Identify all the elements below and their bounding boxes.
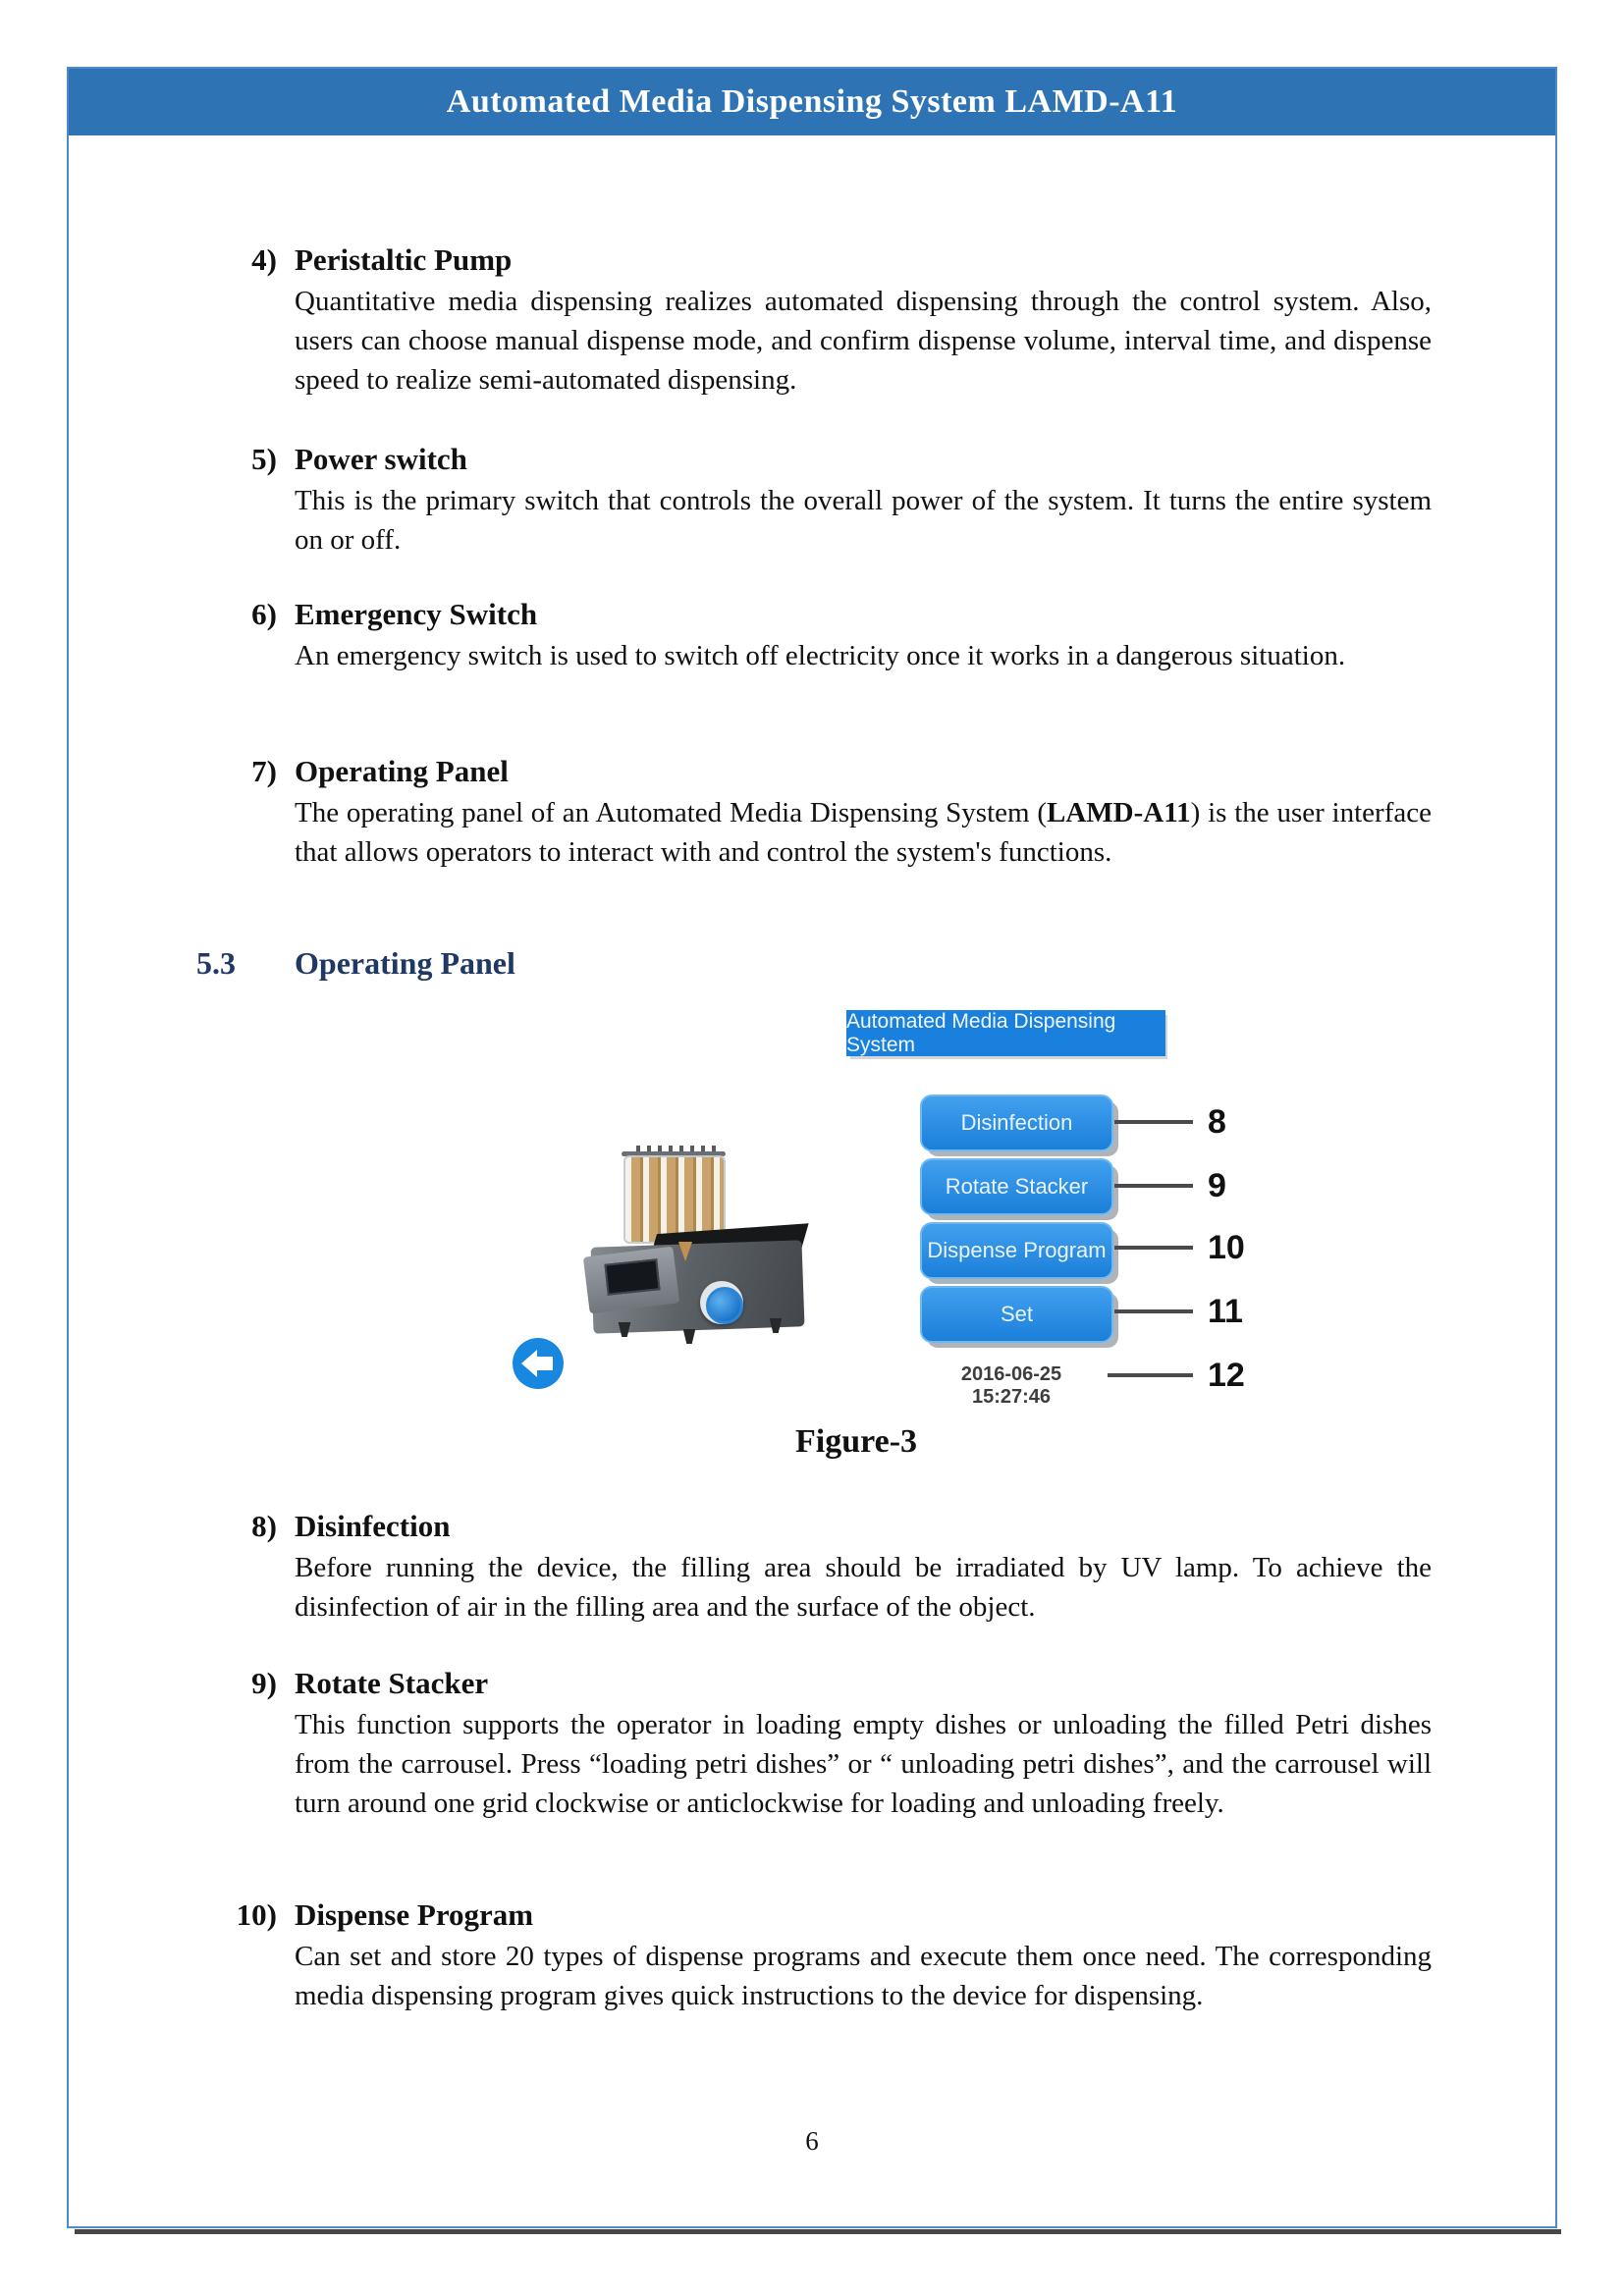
section-title: Power switch <box>295 442 467 476</box>
section-body: An emergency switch is used to switch off electricity once it works in a dangerous situation. <box>295 640 1346 671</box>
callout-number-9: 9 <box>1208 1167 1226 1204</box>
subsection-title: Operating Panel <box>295 945 515 981</box>
disinfection-button <box>920 1095 1113 1151</box>
section-body: Quantitative media dispensing realizes automated dispensing through the control system. Also, users can choose manual dispense mode, and confirm dispense volume, interval time, and dispense speed to realize semi-automated dispensing. <box>295 286 1432 396</box>
section-emergency-switch <box>234 593 1434 675</box>
page-header-bar <box>69 69 1555 135</box>
model-name-bold: LAMD-A11 <box>1047 797 1191 828</box>
section-heading <box>234 593 1434 636</box>
panel-title-text: Automated Media Dispensing System <box>846 1009 1116 1056</box>
callout-number-10: 10 <box>1208 1229 1245 1266</box>
machine-foot <box>680 1329 698 1344</box>
body-text: ) is the user interface that allows operators to interact with and control the system's functions. <box>295 797 1432 868</box>
section-title: Disinfection <box>295 1509 451 1543</box>
callout-line <box>1114 1184 1193 1188</box>
callout-number-8: 8 <box>1208 1103 1226 1141</box>
section-number: 9) <box>251 1666 277 1700</box>
dispense-program-button <box>920 1222 1113 1279</box>
button-label: Rotate Stacker <box>945 1174 1089 1199</box>
pump-head <box>700 1281 743 1324</box>
button-label: Set <box>1000 1302 1034 1326</box>
section-title: Peristaltic Pump <box>295 242 513 277</box>
callout-number-12: 12 <box>1208 1357 1245 1394</box>
section-operating-panel <box>234 750 1434 872</box>
body-text: The operating panel of an Automated Media Dispensing System ( <box>295 797 1048 828</box>
pump-head-knob <box>706 1287 743 1324</box>
page-number: 6 <box>805 2126 819 2156</box>
section-heading <box>234 1505 1434 1548</box>
section-power-switch <box>234 438 1434 560</box>
machine-display <box>604 1258 660 1295</box>
section-disinfection <box>234 1505 1434 1627</box>
callout-line <box>1114 1120 1193 1124</box>
rotate-stacker-button <box>920 1158 1113 1215</box>
back-arrow-shaft <box>536 1357 553 1370</box>
section-dispense-program <box>234 1894 1434 2015</box>
section-heading <box>234 1662 1434 1705</box>
section-number: 7) <box>251 754 277 788</box>
section-heading <box>234 750 1434 793</box>
section-title: Operating Panel <box>295 754 509 788</box>
section-heading <box>234 239 1434 282</box>
section-number: 8) <box>251 1509 277 1543</box>
section-number: 4) <box>251 242 277 277</box>
section-heading <box>234 438 1434 481</box>
section-heading <box>234 1894 1434 1937</box>
section-number: 10) <box>236 1897 277 1932</box>
button-label: Dispense Program <box>927 1238 1107 1262</box>
section-number: 6) <box>251 597 277 631</box>
callout-line <box>1108 1373 1193 1377</box>
back-arrow-icon <box>513 1338 564 1389</box>
panel-timestamp: 2016-06-25 15:27:46 <box>960 1363 1062 1408</box>
section-title: Dispense Program <box>295 1897 534 1932</box>
section-title: Rotate Stacker <box>295 1666 489 1700</box>
page-header-title: Automated Media Dispensing System LAMD-A11 <box>446 83 1178 120</box>
button-label: Disinfection <box>960 1110 1073 1135</box>
device-photo <box>584 1134 815 1345</box>
callout-number-11: 11 <box>1208 1293 1243 1330</box>
section-rotate-stacker <box>234 1662 1434 1823</box>
section-title: Emergency Switch <box>295 597 538 631</box>
back-arrow-head <box>521 1350 537 1377</box>
panel-title-bar <box>846 1010 1165 1056</box>
page-frame-shadow <box>75 2229 1561 2234</box>
section-body: This function supports the operator in loading empty dishes or unloading the filled Petri dishes from the carrousel. Press “loading petri dishes” or “ unloading petri dishes”, and the carrousel will turn around one grid clockwise or anticlockwise for loading and unloading freely. <box>295 1709 1432 1819</box>
subsection-number: 5.3 <box>196 945 236 981</box>
figure-caption: Figure-3 <box>795 1423 918 1460</box>
section-number: 5) <box>251 442 277 476</box>
callout-line <box>1114 1246 1193 1250</box>
subsection-heading-53 <box>196 945 515 982</box>
section-body: Can set and store 20 types of dispense programs and execute them once need. The corresponding media dispensing program gives quick instructions to the device for dispensing. <box>295 1941 1432 2011</box>
section-body: This is the primary switch that controls the overall power of the system. It turns the entire system on or off. <box>295 485 1432 556</box>
set-button <box>920 1286 1113 1343</box>
section-peristaltic-pump <box>234 239 1434 400</box>
section-body <box>295 793 1432 872</box>
section-body: Before running the device, the filling area should be irradiated by UV lamp. To achieve the disinfection of air in the filling area and the surface of the object. <box>295 1552 1432 1623</box>
callout-line <box>1114 1309 1193 1313</box>
